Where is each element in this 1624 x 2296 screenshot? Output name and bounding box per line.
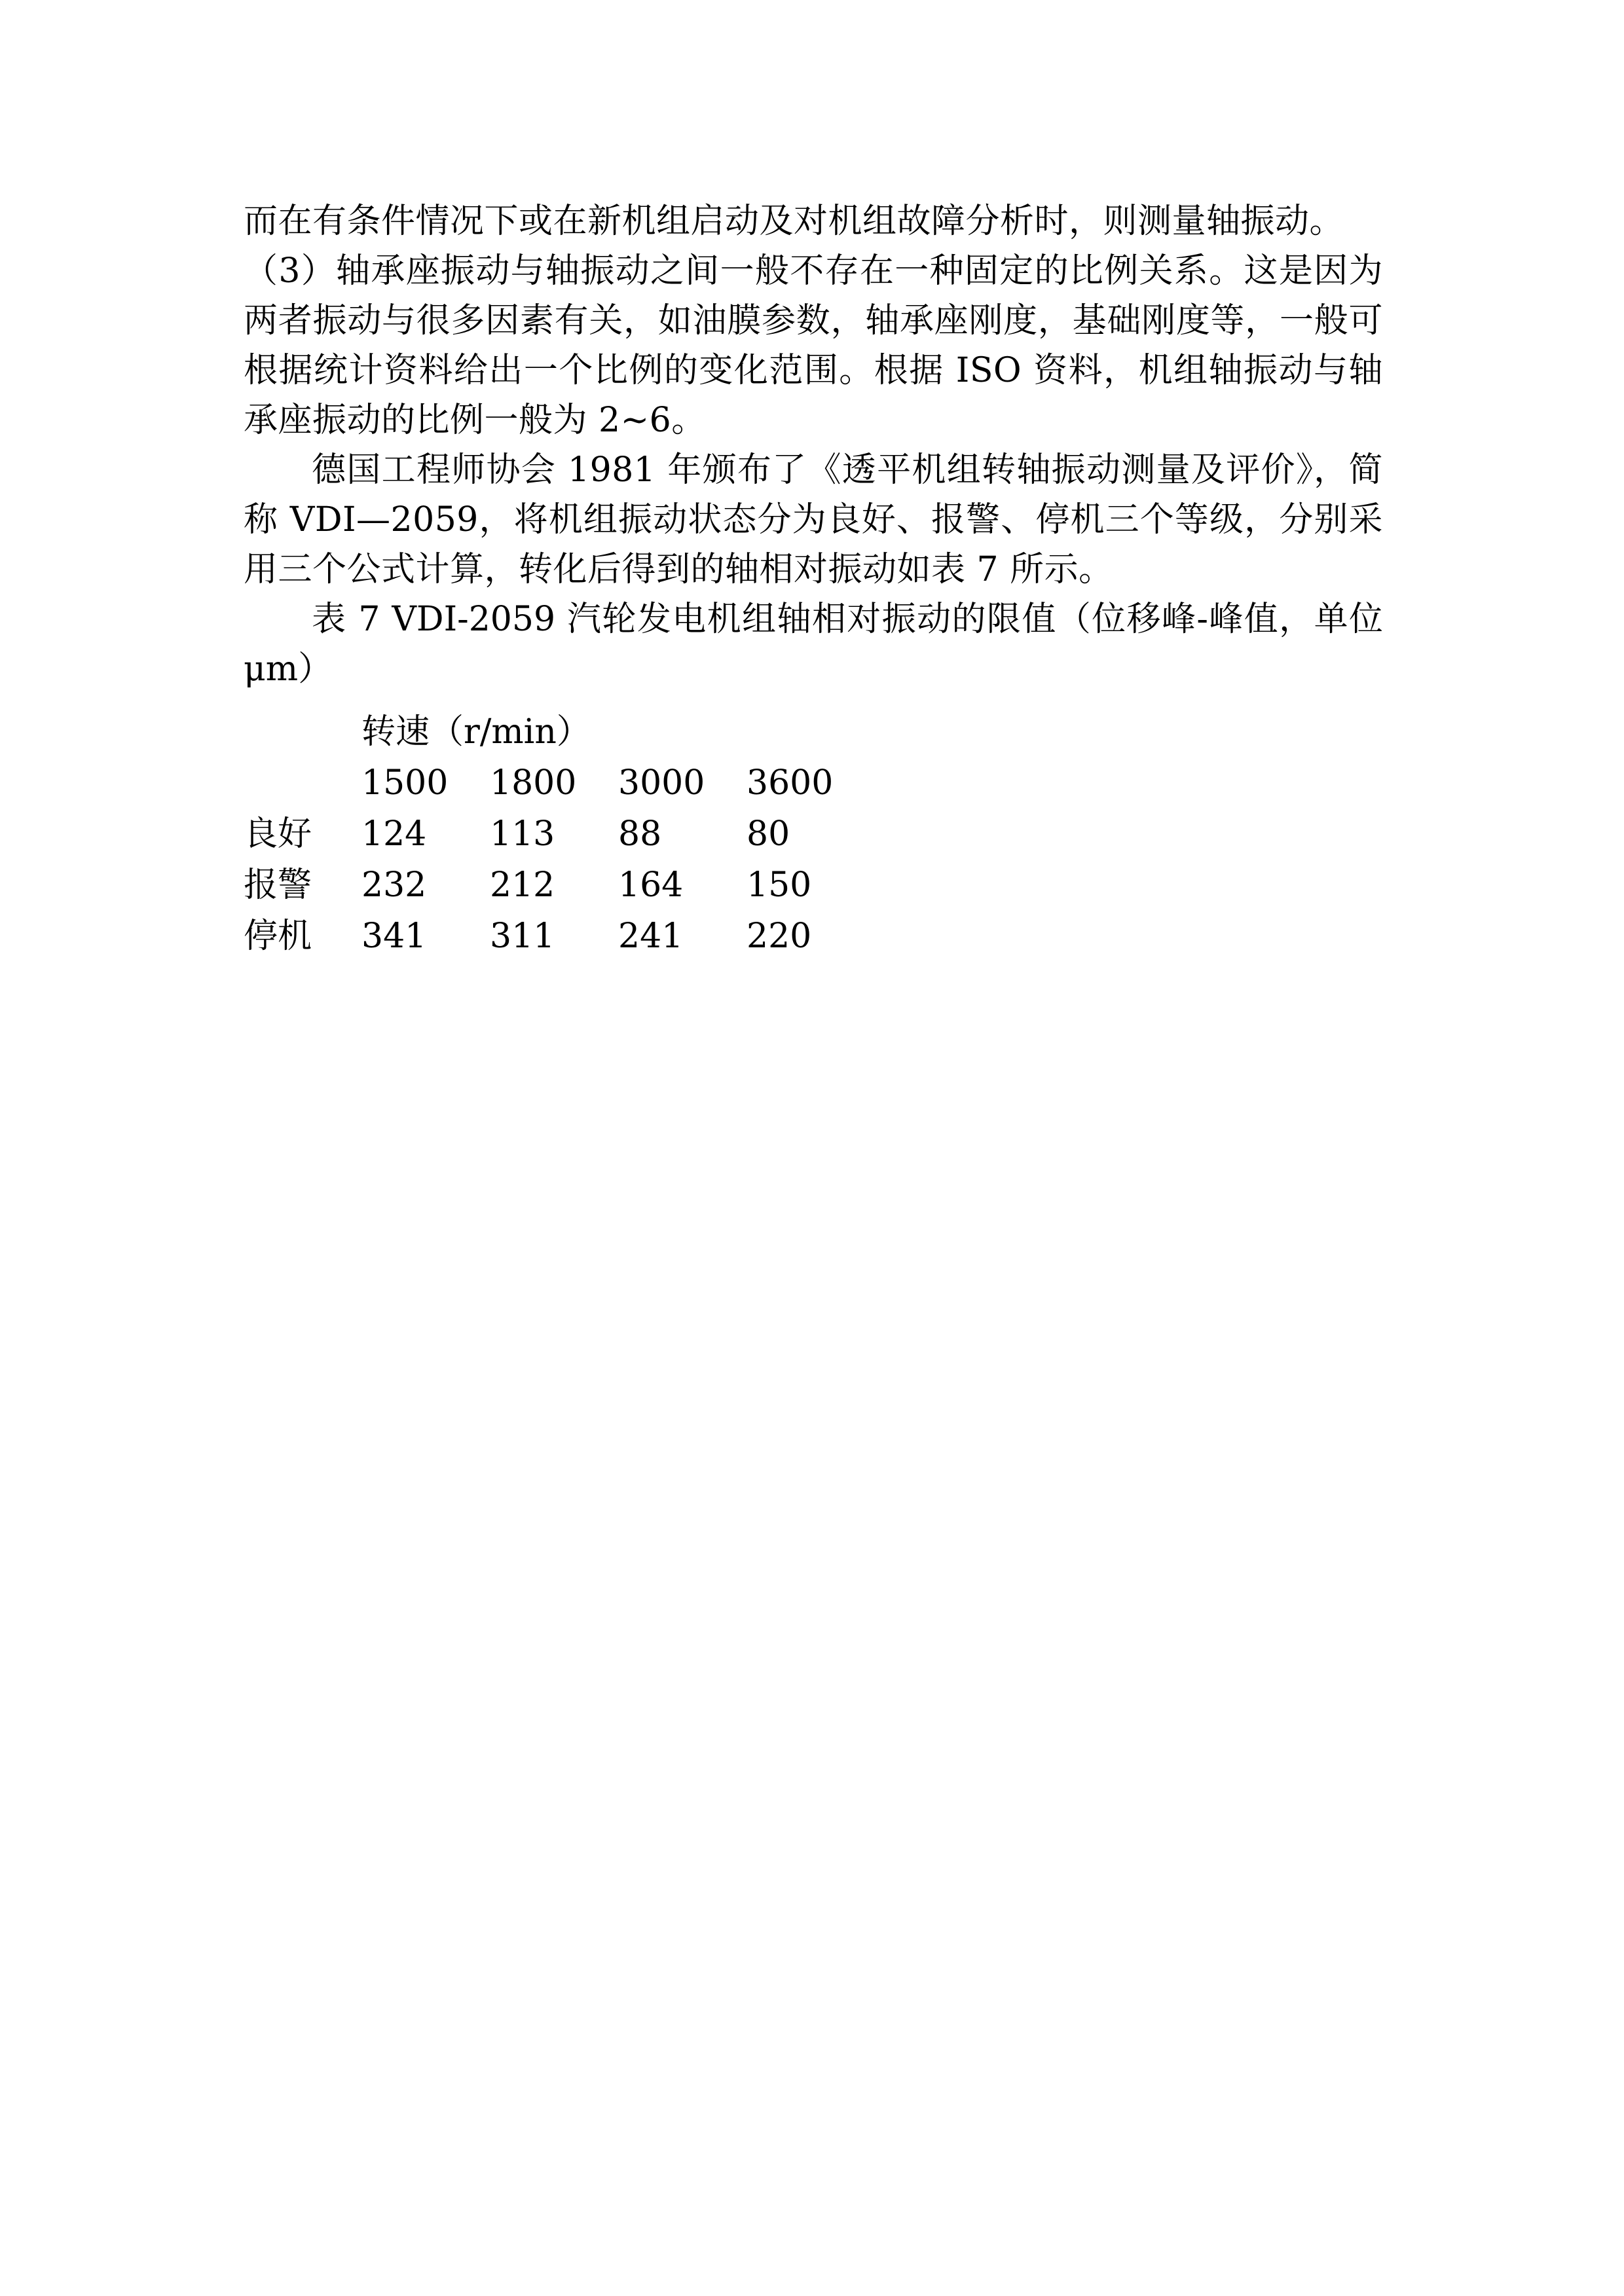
table-caption: 表 7 VDI-2059 汽轮发电机组轴相对振动的限值（位移峰-峰值，单位 μm）	[244, 600, 1383, 689]
table-cell-alarm-1500: 232	[361, 866, 427, 905]
table-cell-good-1800: 113	[490, 814, 555, 854]
table-corner-cell	[244, 707, 361, 758]
table-cell-shutdown-3000: 241	[618, 917, 684, 956]
table-column-group-header: 转速（r/min）	[361, 712, 591, 752]
table-cell-shutdown-3600: 220	[747, 917, 812, 956]
table-header-row	[244, 758, 875, 809]
table-row	[244, 860, 875, 911]
table-cell-good-1500: 124	[361, 814, 427, 854]
text-content-block	[244, 196, 1383, 694]
vibration-limits-table-wrapper	[244, 707, 1383, 962]
paragraph-vdi-intro: 德国工程师协会 1981 年颁布了《透平机组转轴振动测量及评价》，简称 VDI—2059，将机组振动状态分为良好、报警、停机三个等级，分别采用三个公式计算，转化后得到的轴相对振动如表 7 所示。	[244, 450, 1383, 589]
table-cell-shutdown-1800: 311	[490, 917, 555, 956]
table-cell-shutdown-1500: 341	[361, 917, 427, 956]
table-cell-good-3600: 80	[747, 814, 790, 854]
table-row-label-shutdown: 停机	[244, 917, 312, 956]
table-col-header-1500: 1500	[361, 763, 449, 803]
table-col-header-3600: 3600	[747, 763, 834, 803]
table-cell-alarm-1800: 212	[490, 866, 555, 905]
table-corner-cell-2	[244, 758, 361, 809]
table-row	[244, 809, 875, 860]
table-row-group-header	[244, 707, 875, 758]
paragraph-continuation: 而在有条件情况下或在新机组启动及对机组故障分析时，则测量轴振动。	[244, 202, 1344, 241]
table-cell-alarm-3000: 164	[618, 866, 684, 905]
table-cell-alarm-3600: 150	[747, 866, 812, 905]
table-row-label-good: 良好	[244, 814, 312, 854]
paragraph-item-3: （3）轴承座振动与轴振动之间一般不存在一种固定的比例关系。这是因为两者振动与很多因素有关，如油膜参数，轴承座刚度，基础刚度等，一般可根据统计资料给出一个比例的变化范围。根据 ISO 资料，机组轴振动与轴承座振动的比例一般为 2~6。	[244, 251, 1383, 440]
table-col-header-3000: 3000	[618, 763, 705, 803]
table-row	[244, 911, 875, 962]
table-cell-good-3000: 88	[618, 814, 662, 854]
table-row-label-alarm: 报警	[244, 866, 312, 905]
vibration-limits-table	[244, 707, 875, 962]
table-col-header-1800: 1800	[490, 763, 577, 803]
